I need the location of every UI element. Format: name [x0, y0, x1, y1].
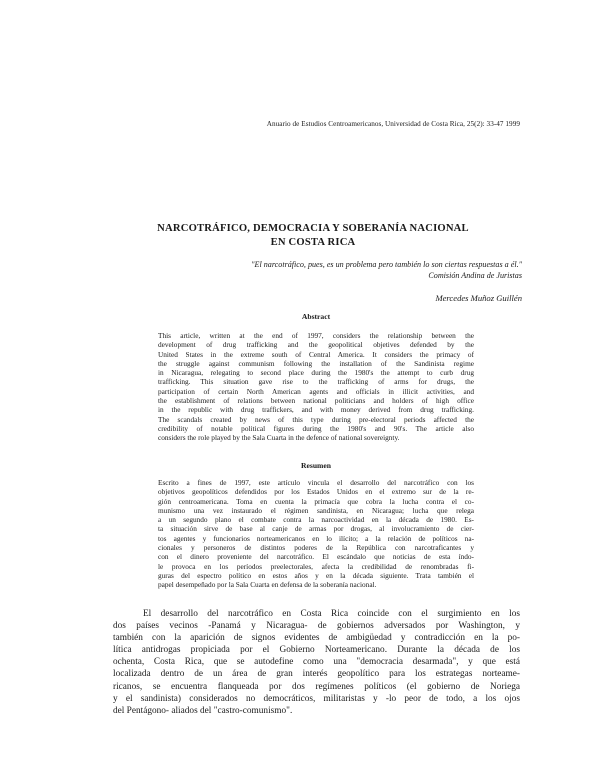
epigraph-source: Comisión Andina de Juristas — [428, 271, 522, 281]
body-line: y el sandinista) considerados no democráticos, militaristas y -lo peor de todo, a los ojos — [113, 693, 520, 704]
abstract-line: in the republic with drug traffickers, and with money derived from drug trafficking. — [158, 405, 474, 415]
resumen-line: tos agentes y funcionarios norteamericanos en lo ilícito; a la relación de políticos na- — [158, 533, 474, 543]
resumen-line: Escrito a fines de 1997, este artículo vincula el desarrollo del narcotráfico con los — [158, 478, 474, 487]
article-title — [130, 222, 496, 249]
body-text — [113, 608, 520, 717]
body-line: también con la aparición de signos evidentes de ambigüedad y contradicción en la po- — [113, 633, 520, 644]
abstract-line: trafficking. This situation gave rise to the trafficking of arms for drugs, the — [158, 377, 474, 387]
body-line: del Pentágono- aliados del "castro-comunismo". — [113, 705, 293, 716]
resumen-line: le provoca en los períodos preelectorales, afecta la credibilidad de renombradas fi- — [158, 561, 474, 571]
resumen-line: con el dinero proveniente del narcotráfico. El escándalo que noticias de esta índo- — [158, 552, 474, 562]
author-name: Mercedes Muñoz Guillén — [435, 293, 522, 303]
resumen-line: papel desempeñado por la Sala Cuarta en defensa de la soberanía nacional. — [158, 580, 377, 590]
body-line: ochenta, Costa Rica, que se autodefine como una "democracia desarmada", y que está — [113, 657, 520, 668]
epigraph-quote: "El narcotráfico, pues, es un problema pero también lo son ciertas respuestas a él." — [251, 260, 522, 269]
article-title-line: NARCOTRÁFICO, DEMOCRACIA Y SOBERANÍA NACIONAL — [157, 223, 469, 234]
abstract-text — [158, 331, 474, 443]
resumen-line: munismo una vez instaurado el régimen sandinista, en Nicaragua; lucha que relega — [158, 505, 474, 515]
article-title-line: EN COSTA RICA — [270, 236, 356, 248]
abstract-line: The scandals created by news of this type during pre-electoral periods affected the — [158, 414, 474, 424]
body-line: localizada dentro de un área de gran interés geopolítico para los estrategas norteame- — [113, 669, 520, 680]
body-line: lítica antidrogas propiciada por el Gobierno Norteamericano. Durante la década de los — [113, 645, 520, 656]
resumen-line: a un segundo plano el combate contra la narcoactividad en la década de 1980. Es- — [158, 515, 474, 525]
abstract-line: participation of certain North American agents and officials in illicit activities, and — [158, 386, 474, 396]
body-line: ricanos, se encuentra flanqueada por dos regímenes políticos (el gobierno de Noriega — [113, 681, 520, 692]
abstract-line: credibility of notable political figures during the 1980's and 90's. The article also — [158, 423, 474, 433]
abstract-line: the establishment of relations between national politicians and holders of high office — [158, 396, 474, 406]
abstract-line: considers the role played by the Sala Cuarta in the defence of national sovereignty. — [158, 433, 400, 443]
abstract-line: development of drug trafficking and the geopolitical objetives defended by the — [158, 340, 474, 350]
resumen-line: cionales y personeros de distintos poderes de la República con narcotraficantes y — [158, 543, 474, 553]
abstract-line: This article, written at the end of 1997, considers the relationship between the — [158, 331, 474, 340]
resumen-heading: Resumen — [301, 461, 331, 470]
resumen-line: ta situación sirve de base al canje de armas por drogas, al involucramiento de cier- — [158, 524, 474, 534]
epigraph — [162, 259, 522, 281]
body-line: dos países vecinos -Panamá y Nicaragua- de gobiernos adversados por Washington, y — [113, 621, 520, 632]
abstract-line: in Nicaragua, relegating to second place during the 1980's the attempt to curb drug — [158, 368, 474, 378]
journal-citation: Anuario de Estudios Centroamericanos, Universidad de Costa Rica, 25(2): 33-47 1999 — [266, 120, 520, 128]
resumen-line: gión centroamericana. Toma en cuenta la primacía que cobra la lucha contra el co- — [158, 496, 474, 506]
abstract-heading: Abstract — [301, 312, 331, 321]
abstract-line: United States in the extreme south of Central America. It considers the primacy of — [158, 349, 474, 359]
resumen-line: objetivos geopolíticos defendidos por los Estados Unidos en el extremo sur de la re- — [158, 487, 474, 497]
body-line: El desarrollo del narcotráfico en Costa Rica coincide con el surgimiento en los — [143, 609, 520, 619]
resumen-text — [158, 478, 474, 590]
resumen-line: guras del espectro político en estos años y en la década siguiente. Trata también el — [158, 570, 474, 580]
abstract-line: the struggle against communism following the installation of the Sandinista regime — [158, 358, 474, 368]
